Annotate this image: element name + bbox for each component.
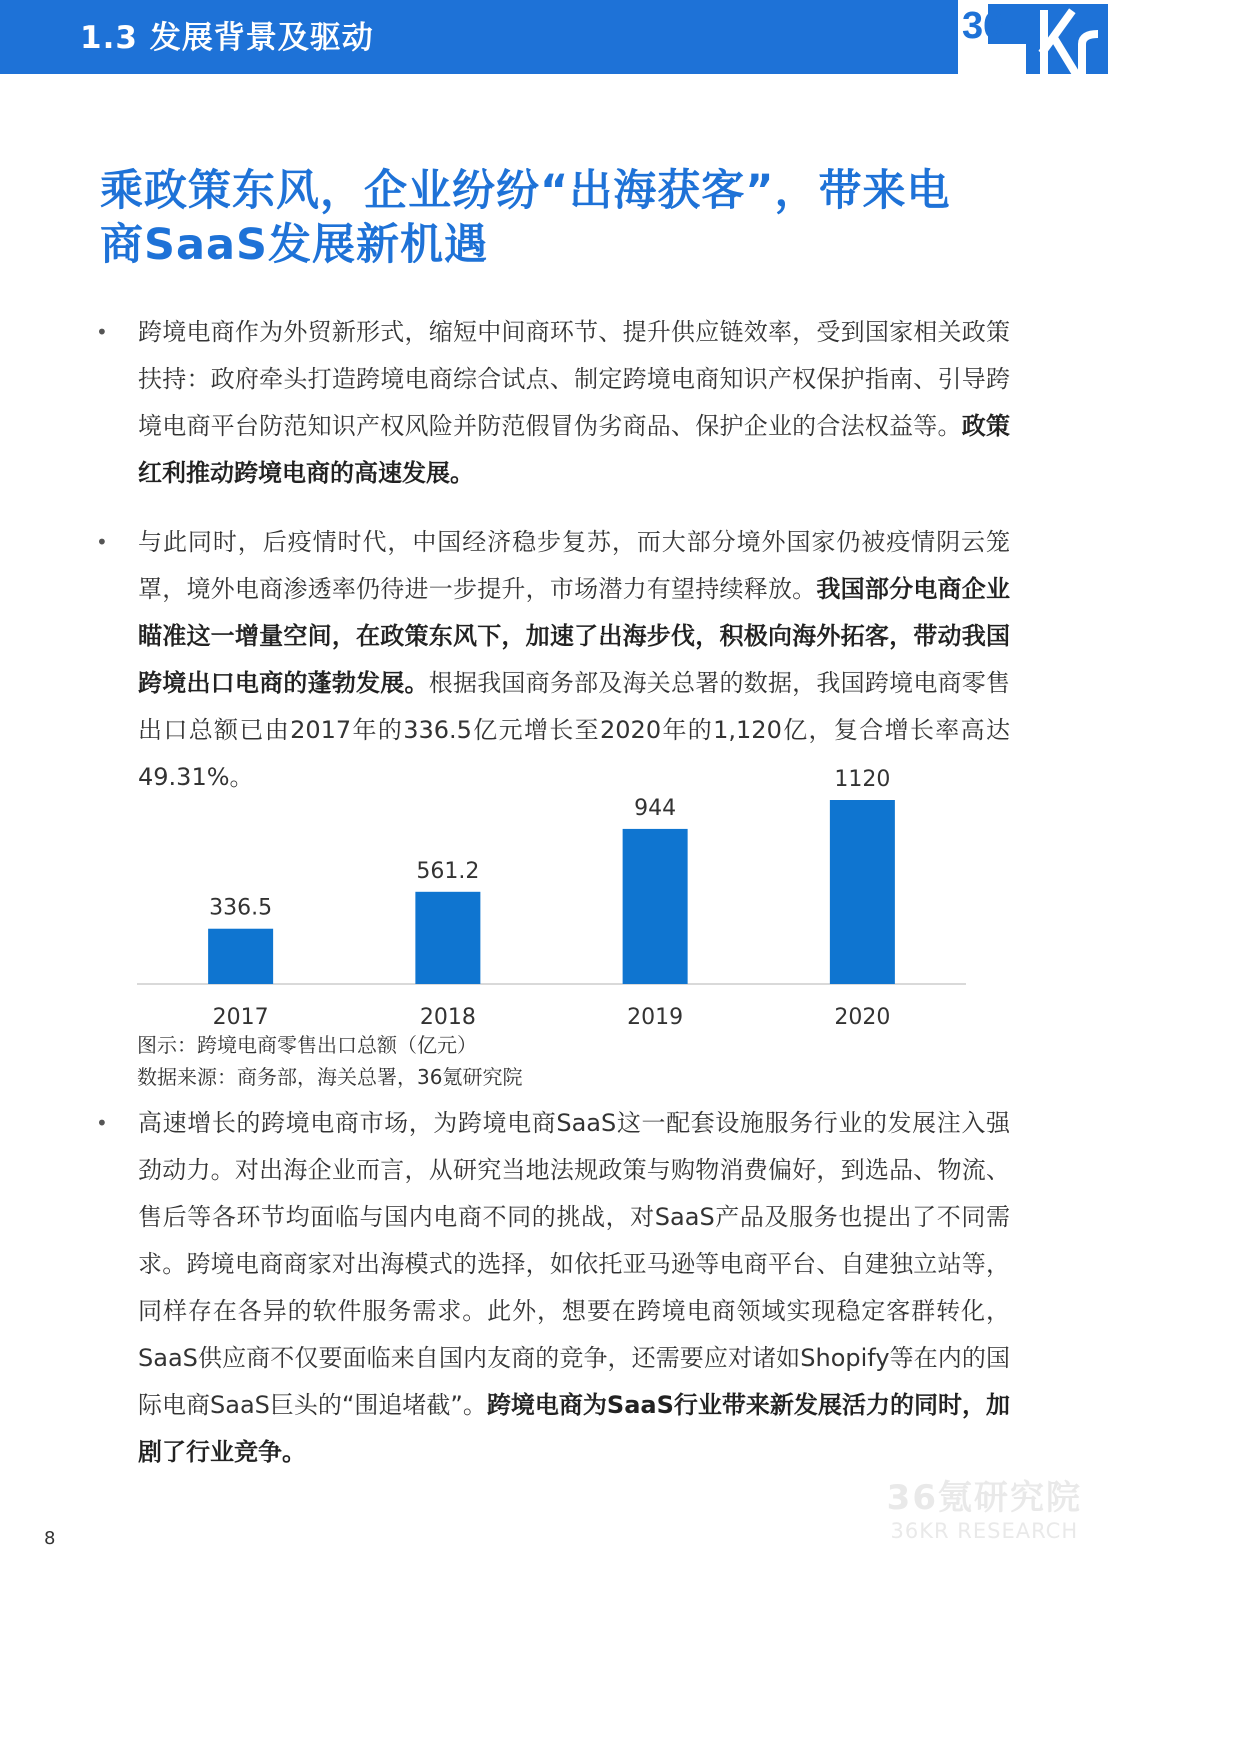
bullet-body-text: 根据我国商务部及海关总署的数据，我国跨境电商零售出口总额已由2017年的336.5亿元增长至2020年的1,120亿，复合增长率高达49.31%。: [138, 669, 1011, 791]
headline-line-1: 乘政策东风，企业纷纷“出海获客”，带来电: [100, 166, 951, 216]
bar-2019: [623, 829, 688, 984]
export-bar-chart: [0, 760, 1108, 1040]
watermark: [887, 1478, 1082, 1544]
bullet-dot: •: [96, 1111, 108, 1135]
data-label-2018: 561.2: [416, 858, 480, 884]
36kr-logo-icon: [958, 0, 1108, 74]
bullet-body-text: 跨境电商作为外贸新形式，缩短中间商环节、提升供应链效率，受到国家相关政策扶持：政府牵头打造跨境电商综合试点、制定跨境电商知识产权保护指南、引导跨境电商平台防范知识产权风险并防范假冒伪劣商品、保护企业的合法权益等。: [138, 318, 1010, 440]
bar-2020: [830, 800, 895, 984]
bullet-dot: •: [96, 320, 108, 344]
bullet-item-policy: [96, 309, 1010, 497]
data-label-2017: 336.5: [209, 895, 273, 921]
watermark-cn: 36氪研究院: [886, 1478, 1082, 1518]
bullet-text: [138, 1100, 1010, 1476]
page-number: 8: [44, 1528, 56, 1549]
x-tick-2019: 2019: [627, 1005, 684, 1030]
watermark-en: 36KR RESEARCH: [890, 1519, 1079, 1543]
data-label-2019: 944: [634, 795, 677, 821]
source-caption: 数据来源：商务部，海关总署，36氪研究院: [137, 1065, 523, 1089]
data-label-2020: 1120: [834, 767, 891, 792]
x-tick-2017: 2017: [212, 1005, 269, 1030]
headline-line-2: 商SaaS发展新机遇: [100, 220, 488, 270]
bullet-item-saas: [96, 1100, 1010, 1476]
bullet-body-text: 与此同时，后疫情时代，中国经济稳步复苏，而大部分境外国家仍被疫情阴云笼罩，境外电商渗透率仍待进一步提升，市场潜力有望持续释放。: [138, 528, 1010, 603]
figure-caption: 图示：跨境电商零售出口总额（亿元）: [137, 1033, 477, 1057]
bullet-bold-text: 我国部分电商企业瞄准这一增量空间，在政策东风下，加速了出海步伐，积极向海外拓客，带动我国跨境出口电商的蓬勃发展。: [138, 575, 1011, 697]
svg-text:36: 36: [962, 5, 1005, 47]
bullet-bold-text: 政策红利推动跨境电商的高速发展。: [138, 412, 1011, 487]
bullet-text: [138, 519, 1010, 801]
bullet-text: [138, 309, 1010, 497]
x-tick-2020: 2020: [834, 1005, 891, 1030]
bullet-dot: •: [96, 530, 108, 554]
bar-2018: [415, 892, 480, 984]
bullet-item-growth: [96, 519, 1010, 801]
bullet-bold-text: 跨境电商为SaaS行业带来新发展活力的同时，加剧了行业竞争。: [138, 1391, 1010, 1466]
x-tick-2018: 2018: [419, 1005, 476, 1030]
headline: [100, 164, 1020, 272]
bullet-body-text: 高速增长的跨境电商市场，为跨境电商SaaS这一配套设施服务行业的发展注入强劲动力。对出海企业而言，从研究当地法规政策与购物消费偏好，到选品、物流、售后等各环节均面临与国内电商不同的挑战，对SaaS产品及服务也提出了不同需求。跨境电商商家对出海模式的选择，如依托亚马逊等电商平台、自建独立站等，同样存在各异的软件服务需求。此外，想要在跨境电商领域实现稳定客群转化，SaaS供应商不仅要面临来自国内友商的竞争，还需要应对诸如Shopify等在内的国际电商SaaS巨头的“围追堵截”。: [138, 1109, 1010, 1419]
section-title: 1.3 发展背景及驱动: [80, 20, 374, 56]
bar-2017: [208, 929, 273, 984]
